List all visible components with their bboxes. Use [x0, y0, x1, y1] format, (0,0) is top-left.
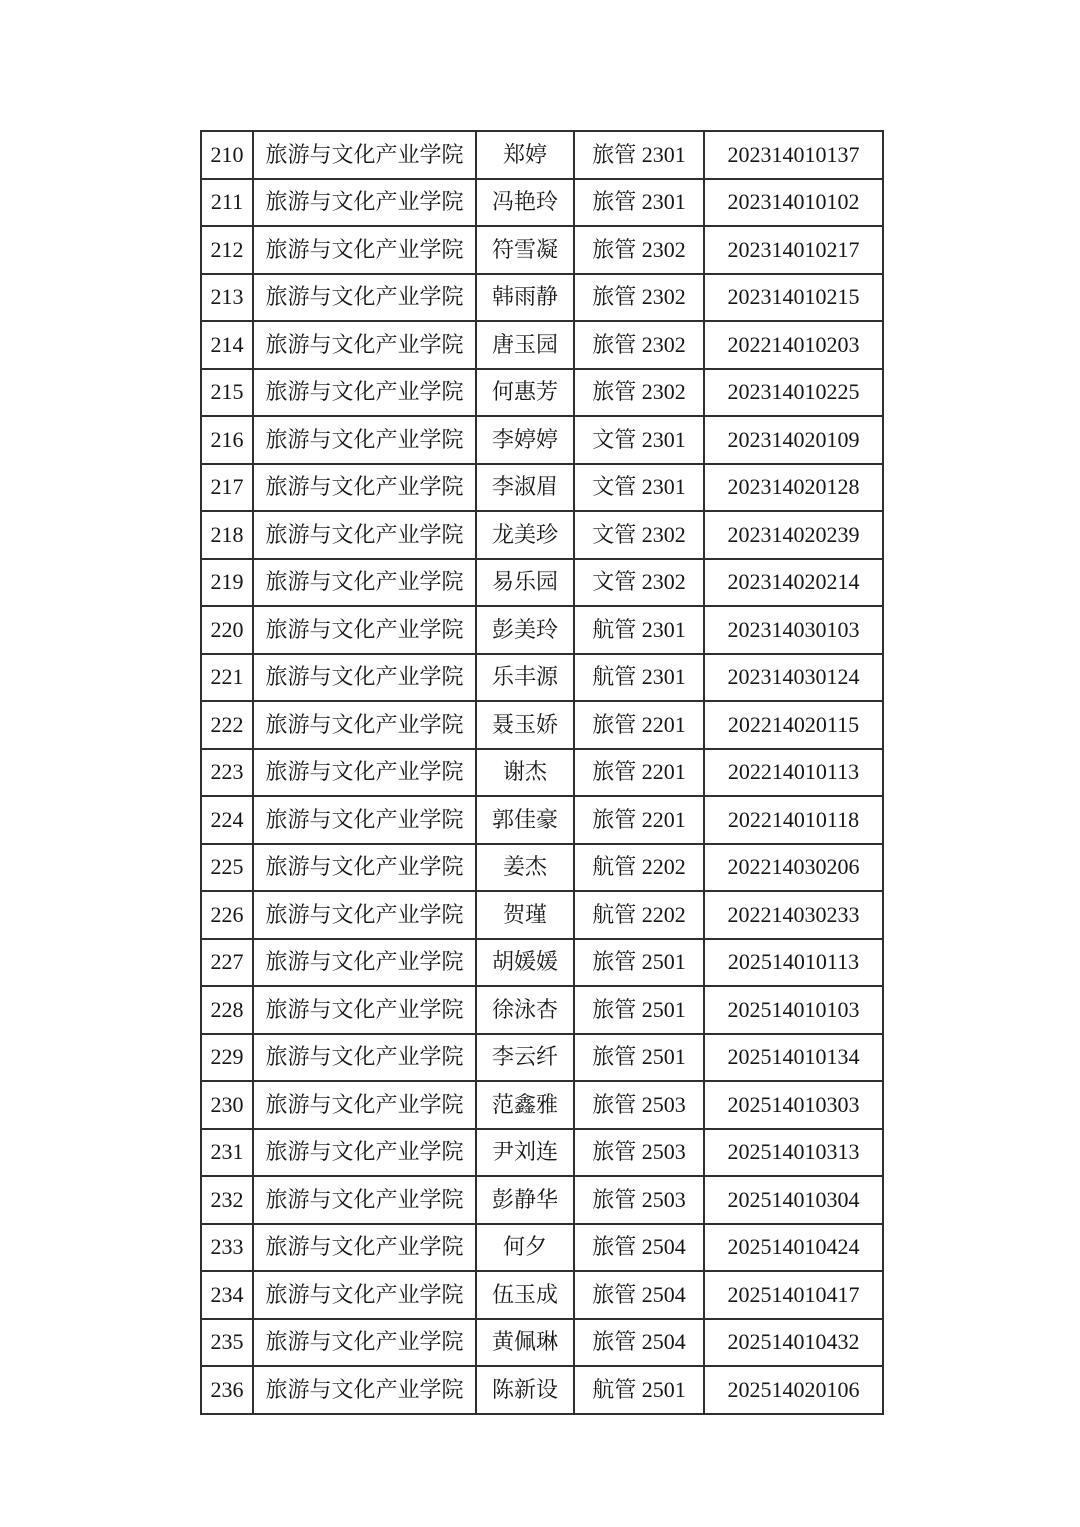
- cell-student-name: 唐玉园: [476, 321, 574, 369]
- cell-student-id: 202314030103: [704, 606, 883, 654]
- cell-class: 旅管 2504: [574, 1271, 704, 1319]
- cell-college: 旅游与文化产业学院: [253, 1034, 476, 1082]
- cell-class: 旅管 2301: [574, 179, 704, 227]
- table-row: [201, 464, 883, 512]
- cell-college: 旅游与文化产业学院: [253, 1319, 476, 1367]
- cell-class: 旅管 2503: [574, 1176, 704, 1224]
- table-row: [201, 1271, 883, 1319]
- cell-row-number: 235: [201, 1319, 253, 1367]
- cell-class: 旅管 2201: [574, 796, 704, 844]
- table-body: [201, 131, 883, 1414]
- cell-row-number: 210: [201, 131, 253, 179]
- table-row: [201, 416, 883, 464]
- cell-row-number: 221: [201, 654, 253, 702]
- cell-class: 旅管 2302: [574, 274, 704, 322]
- table-row: [201, 1176, 883, 1224]
- cell-college: 旅游与文化产业学院: [253, 1366, 476, 1414]
- table-row: [201, 844, 883, 892]
- cell-student-name: 何惠芳: [476, 369, 574, 417]
- cell-student-name: 李云纤: [476, 1034, 574, 1082]
- cell-college: 旅游与文化产业学院: [253, 606, 476, 654]
- cell-student-id: 202314020128: [704, 464, 883, 512]
- cell-class: 旅管 2504: [574, 1319, 704, 1367]
- table-row: [201, 939, 883, 987]
- cell-row-number: 232: [201, 1176, 253, 1224]
- student-roster-table: [200, 130, 884, 1415]
- cell-student-id: 202514010113: [704, 939, 883, 987]
- cell-student-id: 202514010417: [704, 1271, 883, 1319]
- cell-student-id: 202514010424: [704, 1224, 883, 1272]
- table-row: [201, 749, 883, 797]
- cell-student-id: 202314010215: [704, 274, 883, 322]
- cell-row-number: 215: [201, 369, 253, 417]
- cell-row-number: 211: [201, 179, 253, 227]
- table-row: [201, 654, 883, 702]
- cell-class: 旅管 2503: [574, 1129, 704, 1177]
- cell-college: 旅游与文化产业学院: [253, 511, 476, 559]
- cell-student-id: 202314010225: [704, 369, 883, 417]
- table-row: [201, 226, 883, 274]
- cell-row-number: 234: [201, 1271, 253, 1319]
- cell-student-name: 黄佩琳: [476, 1319, 574, 1367]
- cell-student-name: 符雪凝: [476, 226, 574, 274]
- cell-college: 旅游与文化产业学院: [253, 891, 476, 939]
- cell-class: 航管 2301: [574, 606, 704, 654]
- cell-student-id: 202514010432: [704, 1319, 883, 1367]
- cell-student-name: 龙美珍: [476, 511, 574, 559]
- table-row: [201, 1319, 883, 1367]
- cell-college: 旅游与文化产业学院: [253, 131, 476, 179]
- cell-college: 旅游与文化产业学院: [253, 1224, 476, 1272]
- cell-student-id: 202514020106: [704, 1366, 883, 1414]
- cell-class: 旅管 2301: [574, 131, 704, 179]
- cell-class: 文管 2301: [574, 416, 704, 464]
- cell-row-number: 231: [201, 1129, 253, 1177]
- cell-student-id: 202314010217: [704, 226, 883, 274]
- table-row: [201, 1224, 883, 1272]
- cell-student-id: 202214010118: [704, 796, 883, 844]
- table-row: [201, 559, 883, 607]
- cell-college: 旅游与文化产业学院: [253, 1129, 476, 1177]
- cell-college: 旅游与文化产业学院: [253, 844, 476, 892]
- cell-student-name: 徐泳杏: [476, 986, 574, 1034]
- cell-row-number: 219: [201, 559, 253, 607]
- cell-student-name: 聂玉娇: [476, 701, 574, 749]
- cell-class: 旅管 2302: [574, 321, 704, 369]
- cell-class: 旅管 2503: [574, 1081, 704, 1129]
- cell-college: 旅游与文化产业学院: [253, 1081, 476, 1129]
- cell-college: 旅游与文化产业学院: [253, 1271, 476, 1319]
- cell-college: 旅游与文化产业学院: [253, 654, 476, 702]
- table-row: [201, 1366, 883, 1414]
- cell-student-id: 202514010313: [704, 1129, 883, 1177]
- table-row: [201, 796, 883, 844]
- cell-class: 航管 2501: [574, 1366, 704, 1414]
- cell-row-number: 226: [201, 891, 253, 939]
- cell-college: 旅游与文化产业学院: [253, 464, 476, 512]
- cell-college: 旅游与文化产业学院: [253, 939, 476, 987]
- cell-student-id: 202214010113: [704, 749, 883, 797]
- cell-class: 文管 2301: [574, 464, 704, 512]
- table-row: [201, 1129, 883, 1177]
- table-row: [201, 321, 883, 369]
- cell-college: 旅游与文化产业学院: [253, 274, 476, 322]
- cell-row-number: 228: [201, 986, 253, 1034]
- cell-college: 旅游与文化产业学院: [253, 749, 476, 797]
- cell-student-name: 彭静华: [476, 1176, 574, 1224]
- cell-class: 文管 2302: [574, 559, 704, 607]
- table-row: [201, 986, 883, 1034]
- cell-student-name: 胡媛媛: [476, 939, 574, 987]
- cell-row-number: 224: [201, 796, 253, 844]
- cell-college: 旅游与文化产业学院: [253, 416, 476, 464]
- cell-student-name: 冯艳玲: [476, 179, 574, 227]
- cell-class: 航管 2202: [574, 844, 704, 892]
- table-row: [201, 891, 883, 939]
- cell-student-id: 202514010303: [704, 1081, 883, 1129]
- cell-student-name: 贺瑾: [476, 891, 574, 939]
- cell-class: 旅管 2501: [574, 939, 704, 987]
- cell-student-name: 郭佳豪: [476, 796, 574, 844]
- cell-student-id: 202214020115: [704, 701, 883, 749]
- cell-student-name: 尹刘连: [476, 1129, 574, 1177]
- cell-class: 旅管 2501: [574, 986, 704, 1034]
- cell-student-name: 李淑眉: [476, 464, 574, 512]
- cell-row-number: 227: [201, 939, 253, 987]
- table-row: [201, 606, 883, 654]
- cell-class: 旅管 2504: [574, 1224, 704, 1272]
- cell-class: 文管 2302: [574, 511, 704, 559]
- cell-student-name: 范鑫雅: [476, 1081, 574, 1129]
- cell-college: 旅游与文化产业学院: [253, 321, 476, 369]
- cell-student-id: 202314020109: [704, 416, 883, 464]
- cell-student-id: 202214030206: [704, 844, 883, 892]
- cell-row-number: 220: [201, 606, 253, 654]
- cell-student-name: 何夕: [476, 1224, 574, 1272]
- cell-college: 旅游与文化产业学院: [253, 226, 476, 274]
- cell-student-name: 彭美玲: [476, 606, 574, 654]
- cell-class: 航管 2202: [574, 891, 704, 939]
- cell-student-name: 乐丰源: [476, 654, 574, 702]
- cell-class: 航管 2301: [574, 654, 704, 702]
- cell-student-id: 202314010102: [704, 179, 883, 227]
- table-row: [201, 274, 883, 322]
- cell-student-id: 202314020239: [704, 511, 883, 559]
- table-row: [201, 369, 883, 417]
- cell-college: 旅游与文化产业学院: [253, 701, 476, 749]
- cell-row-number: 213: [201, 274, 253, 322]
- table-row: [201, 701, 883, 749]
- cell-class: 旅管 2201: [574, 749, 704, 797]
- cell-college: 旅游与文化产业学院: [253, 796, 476, 844]
- cell-student-name: 李婷婷: [476, 416, 574, 464]
- cell-student-name: 伍玉成: [476, 1271, 574, 1319]
- cell-row-number: 236: [201, 1366, 253, 1414]
- cell-student-id: 202314020214: [704, 559, 883, 607]
- cell-student-id: 202514010134: [704, 1034, 883, 1082]
- table-row: [201, 511, 883, 559]
- cell-row-number: 222: [201, 701, 253, 749]
- cell-student-name: 易乐园: [476, 559, 574, 607]
- cell-row-number: 223: [201, 749, 253, 797]
- cell-row-number: 216: [201, 416, 253, 464]
- cell-student-id: 202314030124: [704, 654, 883, 702]
- cell-college: 旅游与文化产业学院: [253, 986, 476, 1034]
- cell-college: 旅游与文化产业学院: [253, 369, 476, 417]
- cell-row-number: 212: [201, 226, 253, 274]
- cell-row-number: 233: [201, 1224, 253, 1272]
- cell-row-number: 230: [201, 1081, 253, 1129]
- cell-class: 旅管 2302: [574, 226, 704, 274]
- cell-college: 旅游与文化产业学院: [253, 1176, 476, 1224]
- cell-student-name: 姜杰: [476, 844, 574, 892]
- cell-student-name: 郑婷: [476, 131, 574, 179]
- cell-college: 旅游与文化产业学院: [253, 559, 476, 607]
- cell-student-name: 陈新设: [476, 1366, 574, 1414]
- cell-row-number: 214: [201, 321, 253, 369]
- cell-student-name: 谢杰: [476, 749, 574, 797]
- cell-row-number: 218: [201, 511, 253, 559]
- cell-class: 旅管 2201: [574, 701, 704, 749]
- table-row: [201, 1081, 883, 1129]
- table-row: [201, 131, 883, 179]
- cell-student-id: 202214010203: [704, 321, 883, 369]
- cell-row-number: 229: [201, 1034, 253, 1082]
- cell-class: 旅管 2501: [574, 1034, 704, 1082]
- cell-student-name: 韩雨静: [476, 274, 574, 322]
- table-row: [201, 1034, 883, 1082]
- cell-class: 旅管 2302: [574, 369, 704, 417]
- table-row: [201, 179, 883, 227]
- cell-student-id: 202514010304: [704, 1176, 883, 1224]
- cell-student-id: 202214030233: [704, 891, 883, 939]
- cell-row-number: 225: [201, 844, 253, 892]
- cell-student-id: 202314010137: [704, 131, 883, 179]
- cell-college: 旅游与文化产业学院: [253, 179, 476, 227]
- cell-student-id: 202514010103: [704, 986, 883, 1034]
- cell-row-number: 217: [201, 464, 253, 512]
